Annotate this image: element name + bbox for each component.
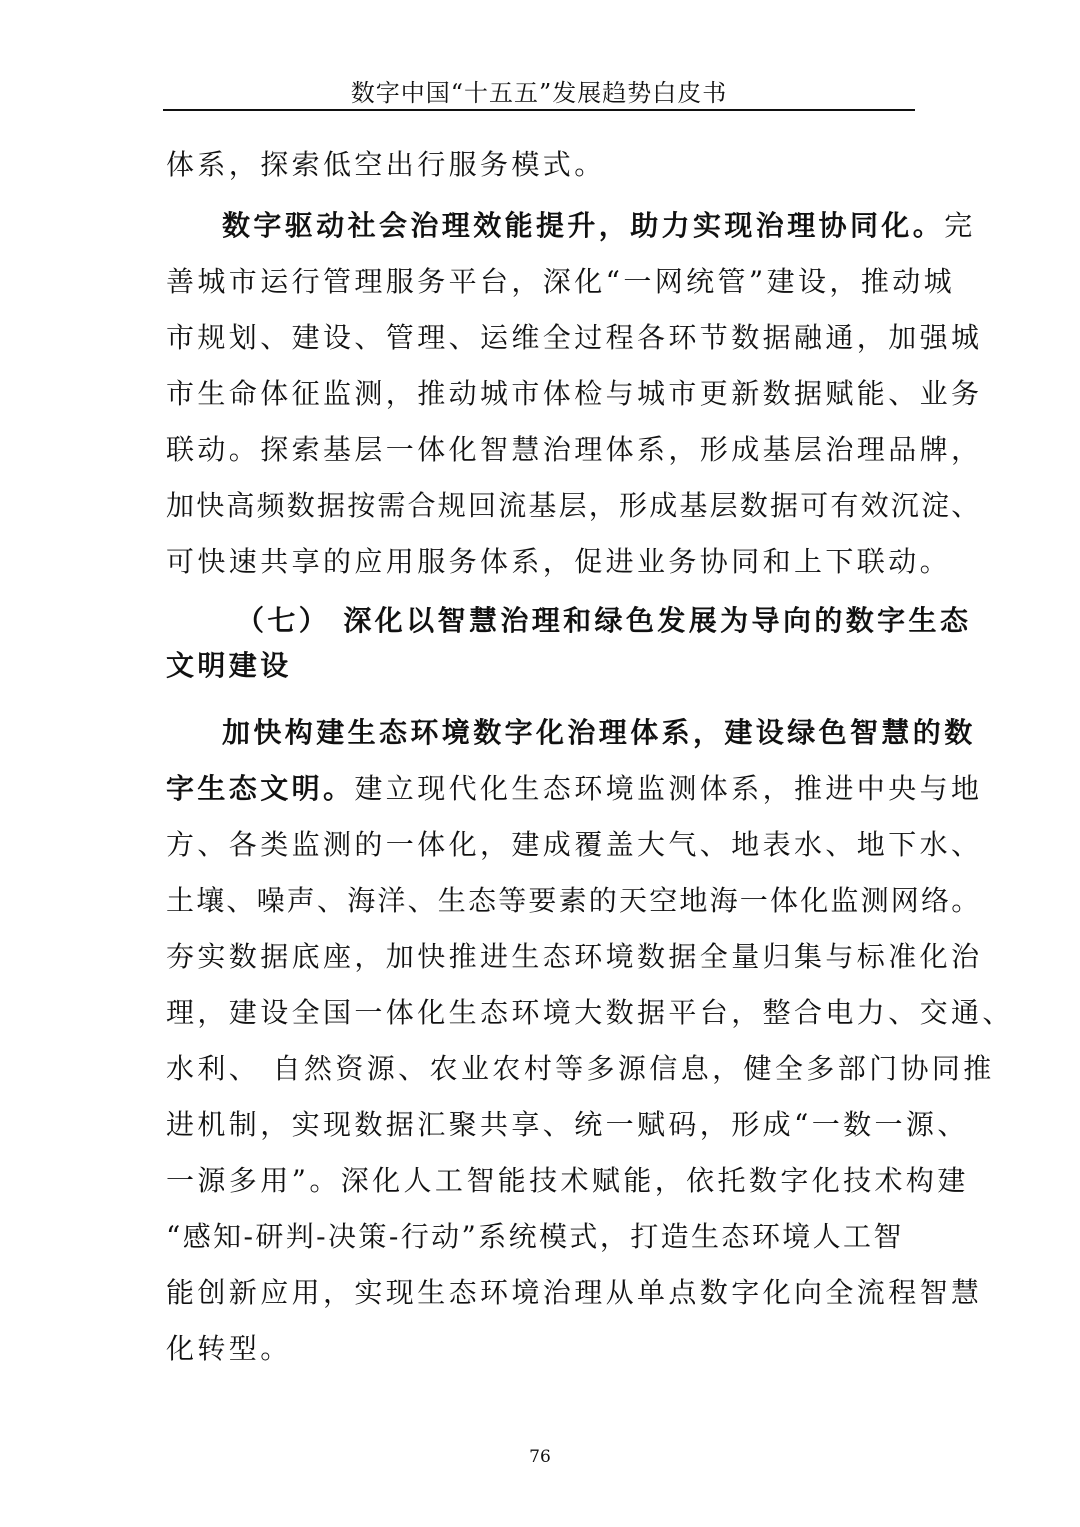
body-line (166, 1108, 969, 1142)
body-line (166, 828, 983, 862)
body-line (166, 1276, 983, 1310)
line-text: 联动。探索基层一体化智慧治理体系，形成基层治理品牌， (166, 433, 983, 466)
section-heading (236, 604, 996, 638)
line-text: 善城市运行管理服务平台，深化“一网统管”建设，推动城 (166, 265, 956, 298)
line-text: 能创新应用，实现生态环境治理从单点数字化向全流程智慧 (166, 1276, 983, 1309)
heading-text: （七） 深化以智慧治理和绿色发展为导向的数字生态 (236, 604, 972, 637)
line-text: 进机制，实现数据汇聚共享、统一赋码，形成“一数一源、 (166, 1108, 969, 1141)
line-text: 市规划、建设、管理、运维全过程各环节数据融通，加强城 (166, 321, 983, 354)
body-line (166, 545, 952, 579)
body-line (166, 884, 982, 918)
section-lead-bold: 加快构建生态环境数字化治理体系，建设绿色智慧的数 (222, 716, 976, 749)
body-line (166, 1220, 926, 1254)
line-text: 水利、 自然资源、农业农村等多源信息，健全多部门协同推 (166, 1052, 995, 1085)
section-heading-continued (166, 649, 926, 683)
body-line (166, 377, 983, 411)
section-lead-line (222, 209, 982, 243)
line-text: 土壤、噪声、海洋、生态等要素的天空地海一体化监测网络。 (166, 884, 982, 917)
body-line (166, 148, 926, 182)
body-line (166, 772, 983, 806)
section-lead-bold: 字生态文明。 (166, 772, 355, 805)
line-text: 夯实数据底座，加快推进生态环境数据全量归集与标准化治 (166, 940, 983, 973)
line-text: 理，建设全国一体化生态环境大数据平台，整合电力、交通、 (166, 996, 1014, 1029)
line-text: 建立现代化生态环境监测体系，推进中央与地 (354, 772, 983, 805)
line-text: 体系，探索低空出行服务模式。 (166, 148, 606, 181)
page-number: 76 (529, 1447, 551, 1467)
body-line (166, 1052, 995, 1086)
line-text: 市生命体征监测，推动城市体检与城市更新数据赋能、业务 (166, 377, 983, 410)
body-line (166, 489, 982, 523)
line-text: 完 (944, 209, 976, 242)
body-line (166, 321, 983, 355)
body-line (166, 1332, 926, 1366)
line-text: 方、各类监测的一体化，建成覆盖大气、地表水、地下水、 (166, 828, 983, 861)
line-text: 可快速共享的应用服务体系，促进业务协同和上下联动。 (166, 545, 952, 578)
section-lead-line (222, 716, 982, 750)
line-text: 一源多用”。深化人工智能技术赋能，依托数字化技术构建 (166, 1164, 969, 1197)
running-header: 数字中国“十五五”发展趋势白皮书 (350, 79, 728, 107)
body-line (166, 1164, 969, 1198)
body-line (166, 940, 983, 974)
header-rule (163, 109, 915, 111)
line-text: 化转型。 (166, 1332, 292, 1365)
line-text: “感知-研判-决策-行动”系统模式，打造生态环境人工智 (166, 1220, 904, 1253)
section-lead-bold: 数字驱动社会治理效能提升，助力实现治理协同化。 (222, 209, 945, 242)
line-text: 加快高频数据按需合规回流基层，形成基层数据可有效沉淀、 (166, 489, 982, 522)
heading-text: 文明建设 (166, 649, 292, 682)
body-line (166, 265, 956, 299)
body-line (166, 996, 1014, 1030)
body-line (166, 433, 983, 467)
